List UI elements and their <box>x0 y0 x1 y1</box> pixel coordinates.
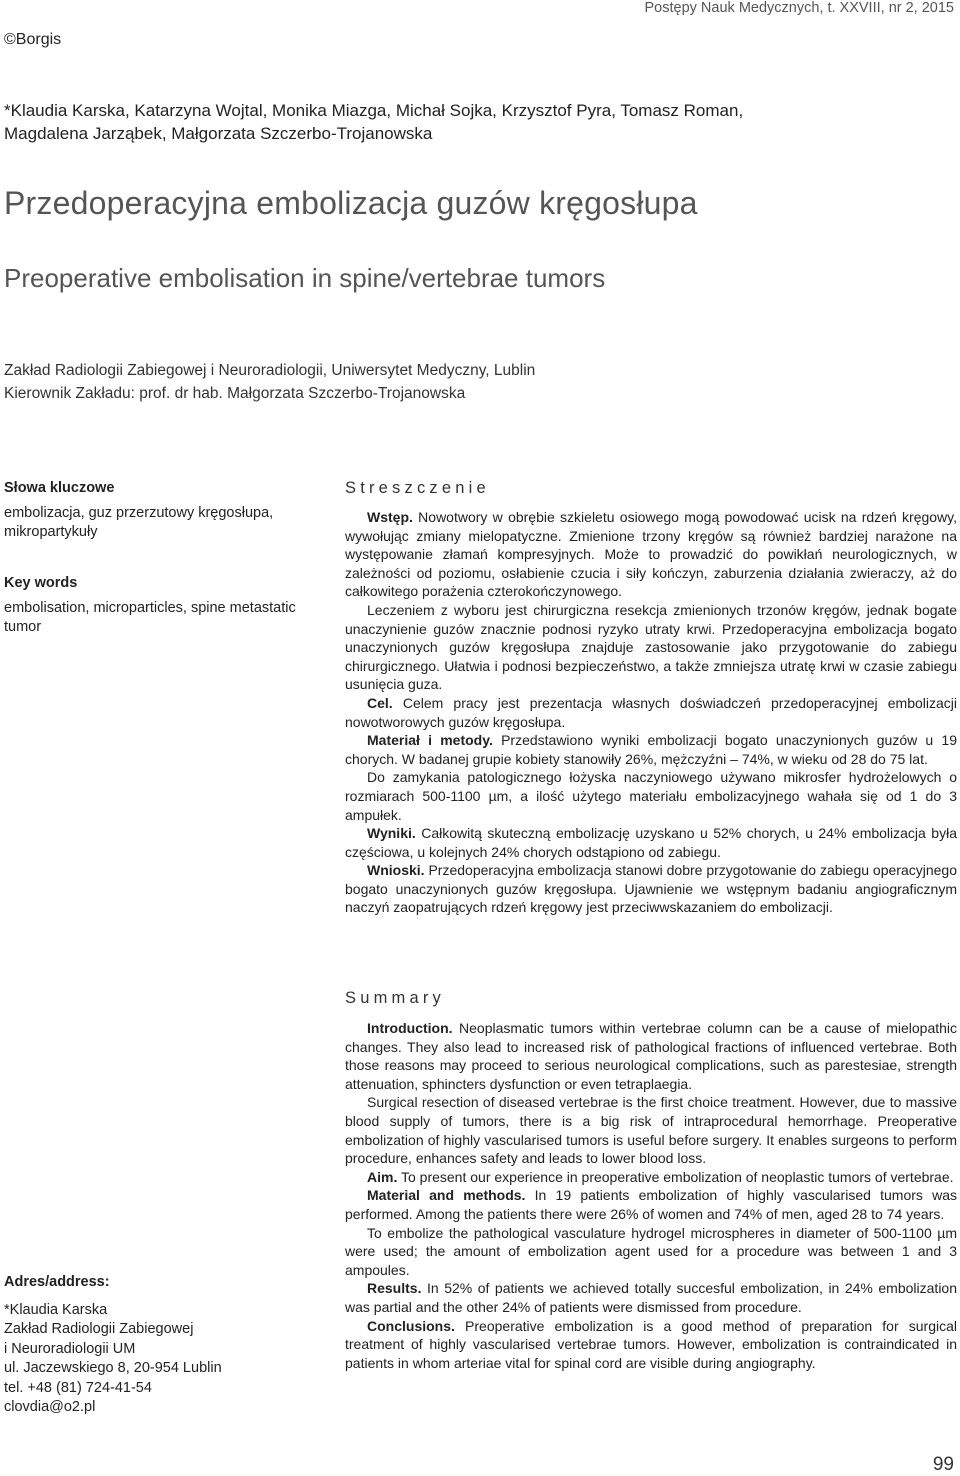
abstract-paragraph <box>345 1168 957 1187</box>
abstract-paragraph <box>345 1317 957 1373</box>
page-number: 99 <box>932 1454 954 1475</box>
keywords-english-text: embolisation, microparticles, spine metastatic tumor <box>4 600 296 635</box>
paragraph-text: Celem pracy jest prezentacja własnych doświadczeń przedoperacyjnej embolizacji nowotworowych guzów kręgosłupa. <box>345 694 958 730</box>
section-label: Wnioski. <box>367 862 425 879</box>
abstract-english <box>345 1019 957 1372</box>
abstract-paragraph: To embolize the pathological vasculature hydrogel microspheres in diameter of 500-1100 µm were used; the amount of embolization agent used for a procedure was between 1 and 3 ampoules. <box>345 1224 957 1278</box>
summary-heading: Summary <box>345 989 445 1007</box>
paragraph-text: Nowotwory w obrębie szkieletu osiowego mogą powodować ucisk na rdzeń kręgowy, wywołując zmiany mielopatyczne. Zmienione trzony kręgów są również bardziej narażone na występowanie złamań kompresyjnych. Może to prowadzić do powikłań neurologicznych, w zależności od poziomu, osłabienie czucia i siły kończyn, zaburzenia działania zwieraczy, aż do całkowitego porażenia czterokończynowego. <box>345 509 958 600</box>
section-label: Conclusions. <box>367 1317 455 1334</box>
abstract-paragraph <box>345 1019 957 1093</box>
section-label: Wyniki. <box>367 825 416 842</box>
address-phone: tel. +48 (81) 724-41-54 <box>4 1379 152 1396</box>
paragraph-text: To present our experience in preoperative embolization of neoplastic tumors of vertebrae. <box>400 1168 954 1185</box>
address-email: clovdia@o2.pl <box>4 1399 96 1415</box>
abstract-polish <box>345 508 957 917</box>
abstract-paragraph <box>345 731 957 768</box>
abstract-paragraph <box>345 508 957 601</box>
abstract-paragraph <box>345 694 957 731</box>
address-street: ul. Jaczewskiego 8, 20-954 Lublin <box>4 1360 222 1376</box>
keywords-polish-text: embolizacja, guz przerzutowy kręgosłupa, mikropartykuły <box>4 505 274 540</box>
section-label: Wstęp. <box>367 509 413 525</box>
author-line: Magdalena Jarząbek, Małgorzata Szczerbo-Trojanowska <box>4 124 433 143</box>
paragraph-text: In 19 patients embolization of highly vascularised tumors was performed. Among the patients there were 26% of women and 74% of men, aged 28 to 74 years. <box>345 1187 958 1222</box>
abstract-paragraph <box>345 1186 957 1223</box>
section-label: Aim. <box>367 1168 398 1185</box>
streszczenie-heading: Streszczenie <box>345 479 490 497</box>
abstract-paragraph <box>345 1279 957 1316</box>
keywords-english-heading: Key words <box>4 575 78 591</box>
paragraph-text: Preoperative embolization is a good method of preparation for surgical treatment of highly vascularised vertebrae tumors. However, embolization is contraindicated in patients in whom arteriae vital for spinal cord are visible during angiography. <box>345 1317 958 1371</box>
address-department: Zakład Radiologii Zabiegowej <box>4 1321 194 1337</box>
paragraph-text: Przedstawiono wyniki embolizacji bogato unaczynionych guzów u 19 chorych. W badanej grupie kobiety stanowiły 26%, mężczyźni – 74%, w wieku od 28 do 75 lat. <box>345 732 958 767</box>
keywords-english <box>4 574 304 637</box>
address-heading: Adres/address: <box>4 1274 110 1290</box>
address-name: *Klaudia Karska <box>4 1301 108 1318</box>
paragraph-text: Neoplasmatic tumors within vertebrae column can be a cause of mielopathic changes. They also lead to increased risk of pathological fractions of influenced vertebrae. Both those reasons may proceed to serious neurological complications, such as parestesiae, strength attenuation, sphincters dysfunction or even tetraplaegia. <box>345 1020 958 1092</box>
journal-header: Postępy Nauk Medycznych, t. XXVIII, nr 2, 2015 <box>644 0 954 16</box>
affiliation <box>4 359 535 405</box>
affiliation-institution: Zakład Radiologii Zabiegowej i Neuroradiologii, Uniwersytet Medyczny, Lublin <box>4 362 536 379</box>
section-label: Material and methods. <box>367 1187 526 1204</box>
abstract-paragraph <box>345 861 957 917</box>
paragraph-text: Całkowitą skuteczną embolizację uzyskano u 52% chorych, u 24% embolizacja była częściowa, u kolejnych 24% chorych odstąpiono od zabiegu. <box>345 825 957 860</box>
abstract-paragraph: Do zamykania patologicznego łożyska naczyniowego używano mikrosfer hydrożelowych o rozmiarach 500-1100 µm, a ilość użytego materiału embolizacyjnego wahała się od 1 do 3 ampułek. <box>345 769 957 823</box>
publisher-mark: ©Borgis <box>4 31 62 48</box>
affiliation-head: Kierownik Zakładu: prof. dr hab. Małgorzata Szczerbo-Trojanowska <box>4 385 466 402</box>
section-label: Cel. <box>367 694 393 711</box>
paragraph-text: In 52% of patients we achieved totally succesful embolization, in 24% embolization was partial and the other 24% of patients were dismissed from procedure. <box>345 1280 957 1315</box>
abstract-paragraph: Surgical resection of diseased vertebrae is the first choice treatment. However, due to massive blood supply of tumors, there is a big risk of intraprocedural hemorrhage. Preoperative embolization of highly vascularised tumors is useful before surgery. It enables surgeons to perform procedure, enhances safety and leads to lower blood loss. <box>345 1094 957 1167</box>
correspondence-address <box>4 1273 222 1418</box>
address-department: i Neuroradiologii UM <box>4 1340 136 1357</box>
section-label: Results. <box>367 1280 422 1297</box>
keywords-polish-heading: Słowa kluczowe <box>4 480 115 496</box>
article-title-polish: Przedoperacyjna embolizacja guzów kręgosłupa <box>4 185 698 221</box>
keywords-polish <box>4 479 304 542</box>
author-list <box>4 99 954 145</box>
author-line: *Klaudia Karska, Katarzyna Wojtal, Monika Miazga, Michał Sojka, Krzysztof Pyra, Tomasz Roman, <box>4 101 744 120</box>
paragraph-text: Przedoperacyjna embolizacja stanowi dobre przygotowanie do zabiegu operacyjnego bogato unaczynionych guzów kręgosłupa. Ujawnienie we wstępnym badaniu angiograficznym naczyń zaopatrujących rdzeń kręgowy jest przeciwwskazaniem do embolizacji. <box>345 862 957 916</box>
section-label: Introduction. <box>367 1020 453 1036</box>
article-title-english: Preoperative embolisation in spine/vertebrae tumors <box>4 263 606 293</box>
abstract-paragraph: Leczeniem z wyboru jest chirurgiczna resekcja zmienionych trzonów kręgów, jednak bogate unaczynienie guzów znacznie podnosi ryzyko utraty krwi. Przedoperacyjna embolizacja bogato unaczynionych guzów kręgosłupa znajduje zastosowanie jako przygotowanie do zabiegu chirurgicznego. Ułatwia i podnosi bezpieczeństwo, a także zmniejsza utratę krwi w czasie zabiegu usunięcia guza. <box>345 601 957 693</box>
section-label: Materiał i metody. <box>367 732 493 749</box>
abstract-paragraph <box>345 824 957 861</box>
